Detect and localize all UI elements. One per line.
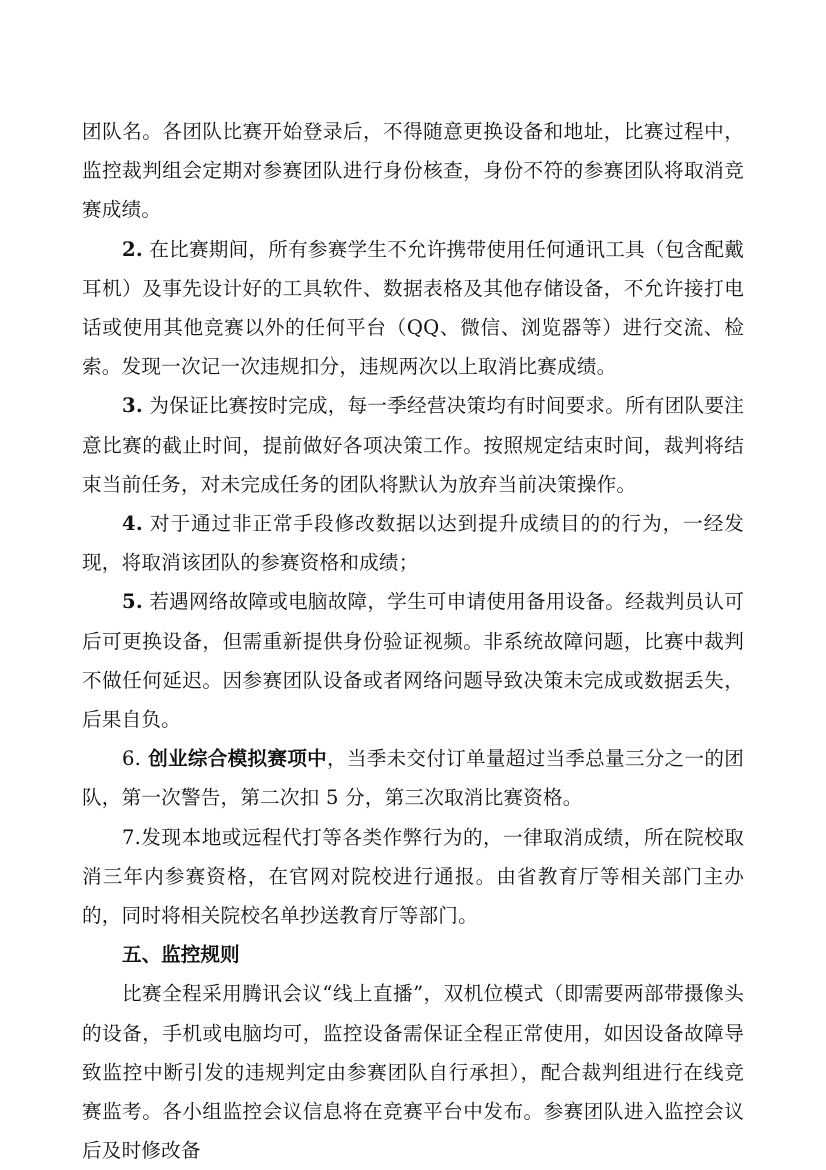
rule-number: 3. (122, 394, 143, 418)
rule-text: 若遇网络故障或电脑故障，学生可申请使用备用设备。经裁判员认可后可更换设备，但需重新提供身份验证视频。非系统故障问题，比赛中裁判不做任何延迟。因参赛团队设备或者网络问题导致决策未完成或数据丢失，后果自负。 (82, 590, 744, 732)
continuation-paragraph: 团队名。各团队比赛开始登录后，不得随意更换设备和地址，比赛过程中，监控裁判组会定期对参赛团队进行身份核查，身份不符的参赛团队将取消竞赛成绩。 (82, 120, 744, 222)
rule-item-6 (82, 739, 744, 817)
rule-text: 在比赛期间，所有参赛学生不允许携带使用任何通讯工具（包含配戴耳机）及事先设计好的工具软件、数据表格及其他存储设备，不允许接打电话或使用其他竞赛以外的任何平台（QQ、微信、浏览器等）进行交流、检索。发现一次记一次违规扣分，违规两次以上取消比赛成绩。 (82, 237, 744, 379)
rule-number: 5. (122, 590, 143, 614)
rule-item-7 (82, 818, 744, 936)
rule-text: 对于通过非正常手段修改数据以达到提升成绩目的的行为，一经发现，将取消该团队的参赛资格和成绩； (82, 512, 744, 575)
rule-item-5 (82, 582, 744, 739)
rule-item-4 (82, 504, 744, 582)
document-body (82, 112, 744, 1170)
rule-number: 7. (122, 825, 142, 849)
rule-number: 6. (122, 747, 142, 771)
rule-item-2 (82, 230, 744, 387)
section-paragraph: 比赛全程采用腾讯会议“线上直播”，双机位模式（即需要两部带摄像头的设备，手机或电脑均可，监控设备需保证全程正常使用，如因设备故障导致监控中断引发的违规判定由参赛团队自行承担），配合裁判组进行在线竞赛监考。各小组监控会议信息将在竞赛平台中发布。参赛团队进入监控会议后及时修改备 (82, 982, 744, 1163)
rule-text: ，当季未交付订单量超过当季总量三分之一的团队，第一次警告，第二次扣 5 分，第三次取消比赛资格。 (82, 747, 745, 810)
rule-item-3 (82, 386, 744, 504)
rule-bold-text: 创业综合模拟赛项中 (141, 747, 327, 771)
rule-number: 2. (122, 237, 143, 261)
rule-text: 发现本地或远程代打等各类作弊行为的，一律取消成绩，所在院校取消三年内参赛资格，在官网对院校进行通报。由省教育厅等相关部门主办的，同时将相关院校名单抄送教育厅等部门。 (82, 825, 744, 928)
rule-text: 为保证比赛按时完成，每一季经营决策均有时间要求。所有团队要注意比赛的截止时间，提前做好各项决策工作。按照规定结束时间，裁判将结束当前任务，对未完成任务的团队将默认为放弃当前决策操作。 (82, 394, 744, 496)
rule-number: 4. (122, 512, 143, 536)
section-heading: 五、监控规则 (122, 943, 240, 967)
